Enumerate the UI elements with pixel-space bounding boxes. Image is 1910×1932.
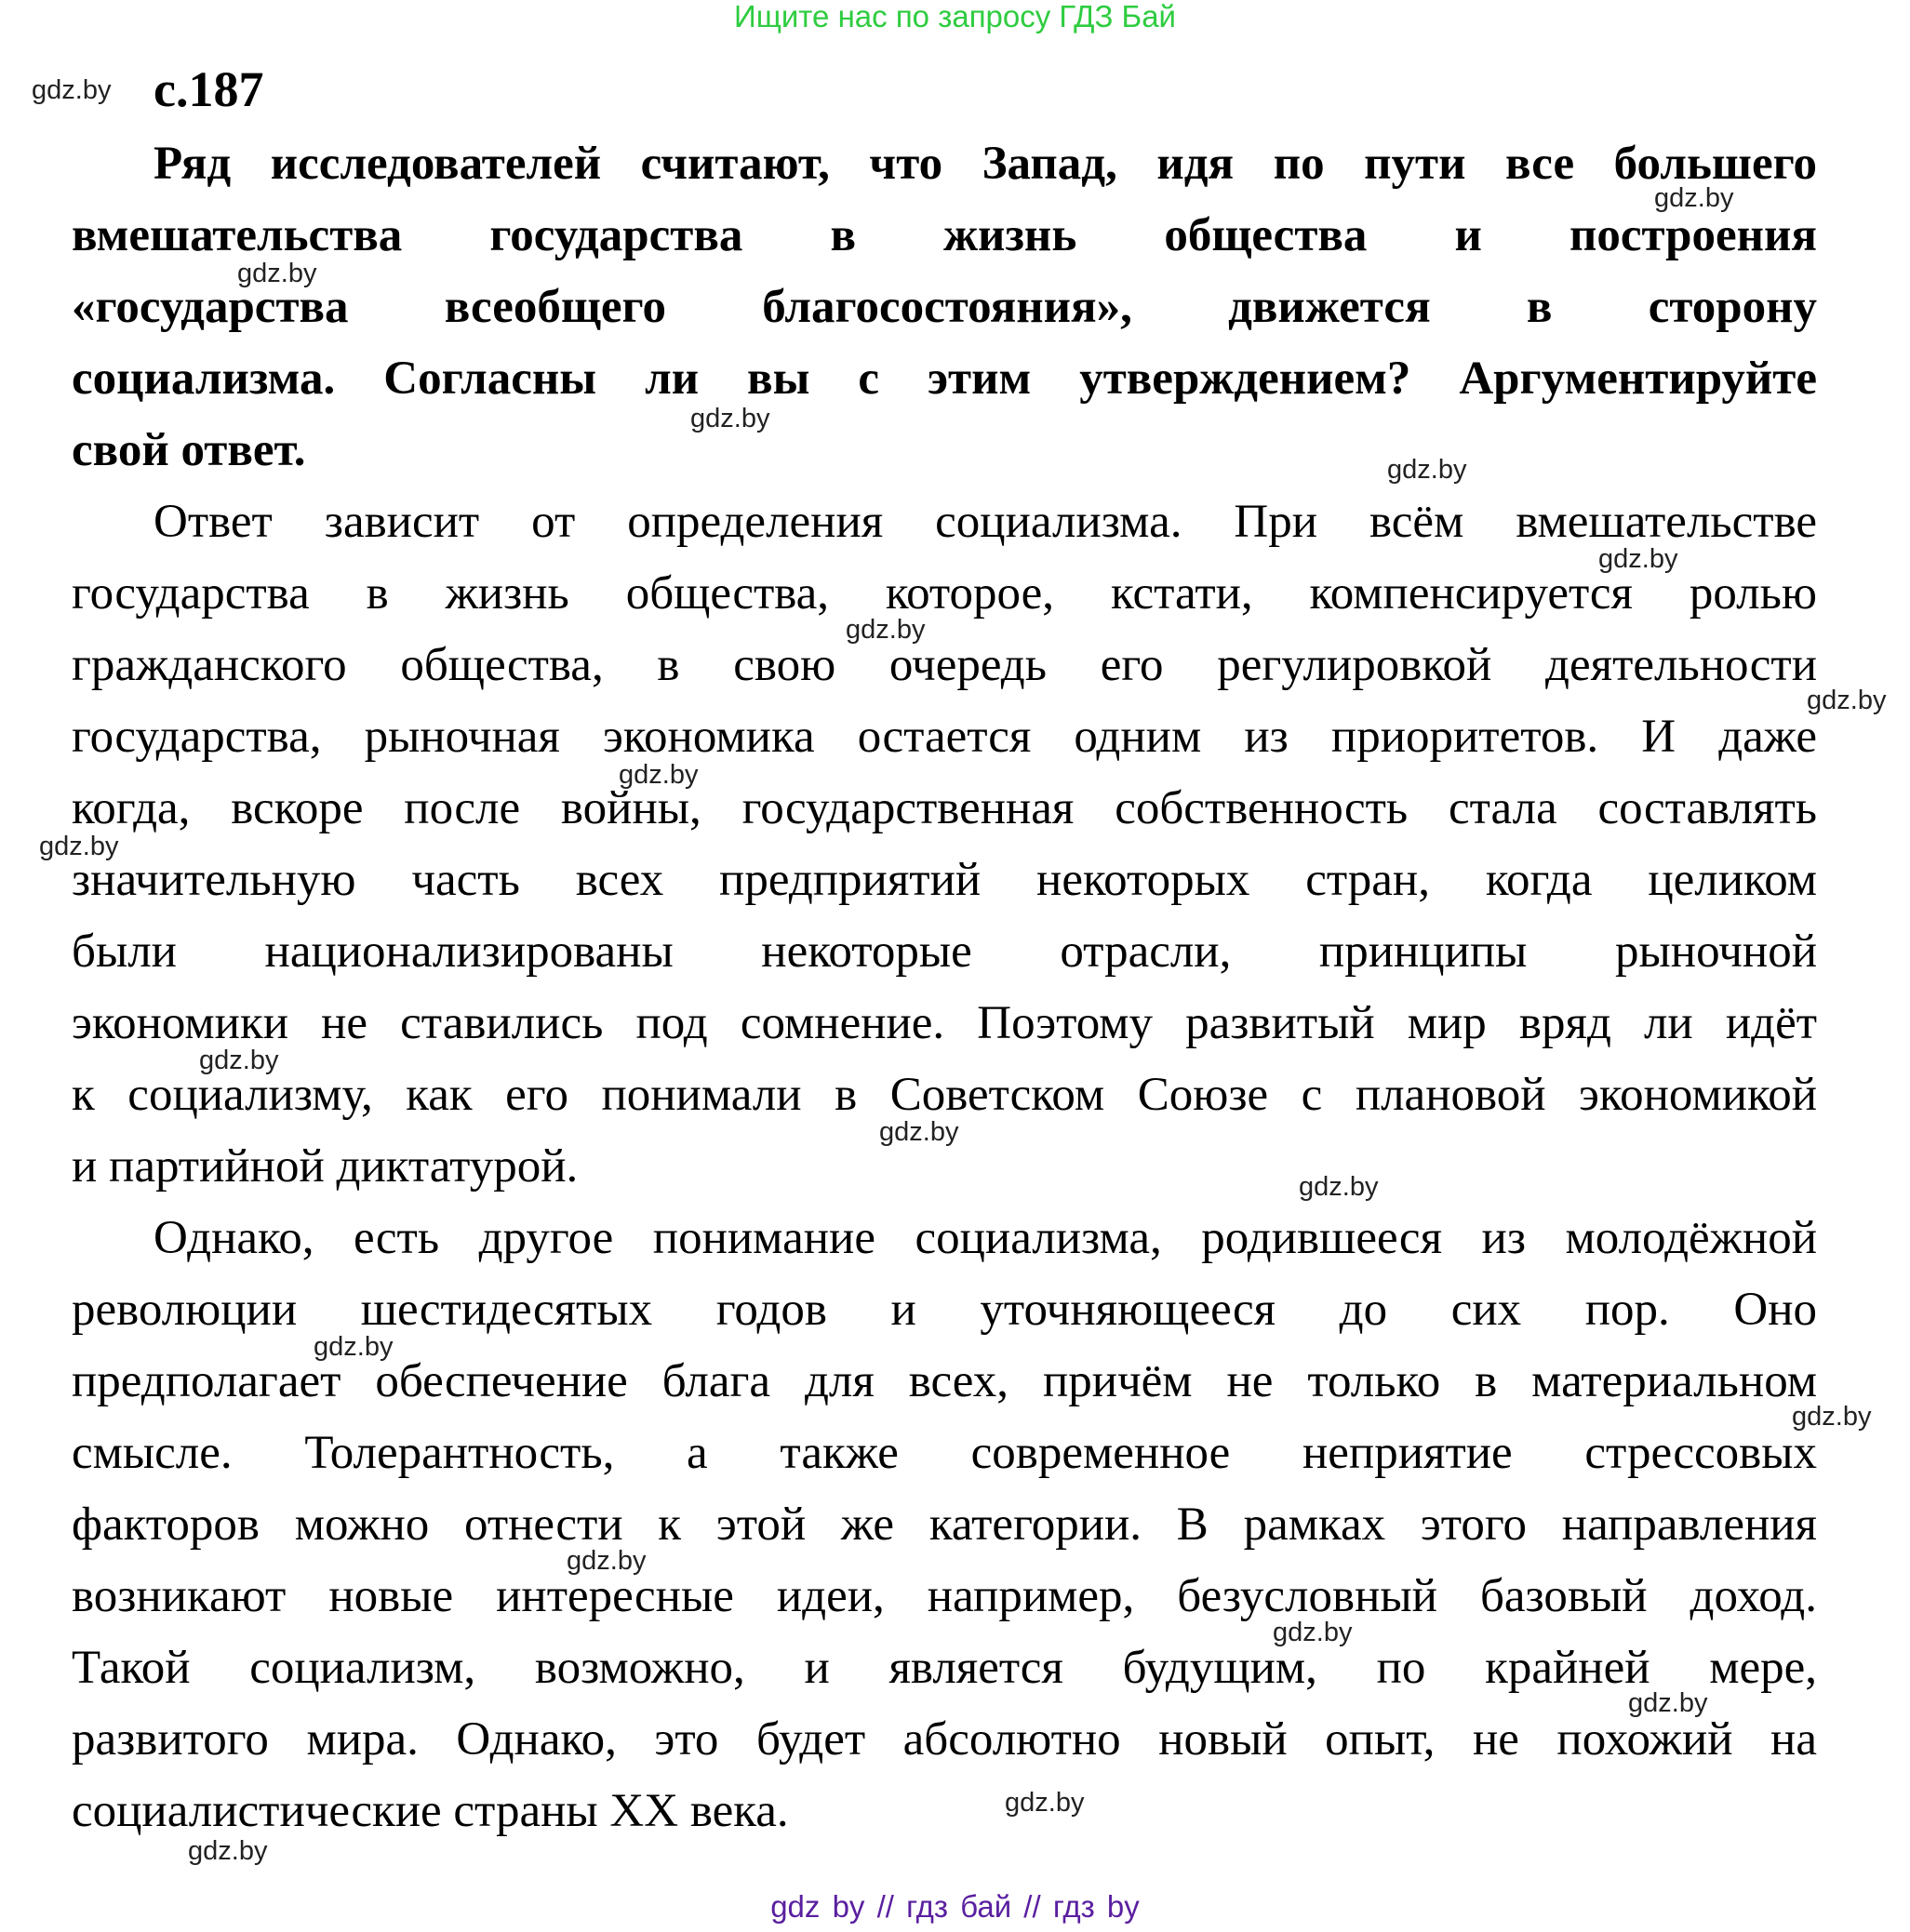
answer-paragraph	[72, 486, 1817, 1203]
answer-line: революции шестидесятых годов и уточняющееся до сих пор. Оно	[72, 1284, 1817, 1336]
answer-paragraph	[72, 1203, 1817, 1847]
watermark: gdz.by	[619, 760, 699, 790]
watermark: gdz.by	[1387, 455, 1467, 485]
answer-line: Однако, есть другое понимание социализма, родившееся из молодёжной	[154, 1212, 1817, 1264]
answer-line: Ответ зависит от определения социализма. При всём вмешательстве	[154, 496, 1817, 548]
watermark: gdz.by	[879, 1117, 959, 1147]
answer-line: предполагает обеспечение блага для всех, причём не только в материальном	[72, 1355, 1817, 1407]
watermark: gdz.by	[1005, 1788, 1085, 1818]
watermark: gdz.by	[1628, 1688, 1708, 1718]
document-body	[72, 128, 1817, 1847]
answer-line: смысле. Толерантность, а также современное неприятие стрессовых	[72, 1427, 1817, 1479]
question-line: Ряд исследователей считают, что Запад, идя по пути все большего	[154, 138, 1817, 190]
page-number: с.187	[154, 61, 264, 117]
answer-line: когда, вскоре после войны, государственная собственность стала составлять	[72, 782, 1817, 834]
answer-line: Такой социализм, возможно, и является будущим, по крайней мере,	[72, 1642, 1817, 1694]
answer-line: социалистические страны XX века.	[72, 1785, 789, 1837]
answer-line: к социализму, как его понимали в Советском Союзе с плановой экономикой	[72, 1069, 1817, 1121]
question-line: вмешательства государства в жизнь общества и построения	[72, 209, 1817, 261]
answer-line: факторов можно отнести к этой же категории. В рамках этого направления	[72, 1499, 1817, 1551]
watermark: gdz.by	[314, 1332, 394, 1362]
answer-line: возникают новые интересные идеи, например, безусловный базовый доход.	[72, 1570, 1817, 1622]
question-line: свой ответ.	[72, 424, 306, 476]
watermark: gdz.by	[567, 1546, 647, 1576]
answer-line: гражданского общества, в свою очередь его регулировкой деятельности	[72, 639, 1817, 691]
answer-line: государства, рыночная экономика остается одним из приоритетов. И даже	[72, 711, 1817, 763]
answer-line: экономики не ставились под сомнение. Поэтому развитый мир вряд ли идёт	[72, 997, 1817, 1049]
watermark: gdz.by	[39, 832, 119, 861]
footer-banner: gdz by // гдз бай // гдз by	[770, 1889, 1140, 1924]
answer-line: развитого мира. Однако, это будет абсолютно новый опыт, не похожий на	[72, 1713, 1817, 1765]
watermark: gdz.by	[690, 404, 770, 433]
watermark: gdz.by	[1273, 1618, 1353, 1647]
question-block	[72, 128, 1817, 486]
answer-line: были национализированы некоторые отрасли, принципы рыночной	[72, 926, 1817, 978]
watermark: gdz.by	[846, 615, 926, 645]
answer-block	[72, 486, 1817, 1847]
watermark: gdz.by	[1598, 544, 1678, 574]
question-line: «государства всеобщего благосостояния», движется в сторону	[72, 281, 1817, 333]
watermark: gdz.by	[32, 75, 112, 105]
answer-line: значительную часть всех предприятий некоторых стран, когда целиком	[72, 854, 1817, 906]
watermark: gdz.by	[1792, 1402, 1872, 1432]
watermark: gdz.by	[199, 1046, 279, 1075]
answer-line: государства в жизнь общества, которое, кстати, компенсируется ролью	[72, 567, 1817, 620]
watermark: gdz.by	[1807, 686, 1887, 715]
watermark: gdz.by	[1654, 183, 1734, 213]
watermark: gdz.by	[188, 1836, 268, 1866]
search-hint-banner: Ищите нас по запросу ГДЗ Бай	[734, 0, 1176, 33]
answer-line: и партийной диктатурой.	[72, 1140, 579, 1193]
watermark: gdz.by	[237, 259, 317, 288]
watermark: gdz.by	[1299, 1172, 1379, 1202]
question-line: социализма. Согласны ли вы с этим утверждением? Аргументируйте	[72, 353, 1817, 405]
